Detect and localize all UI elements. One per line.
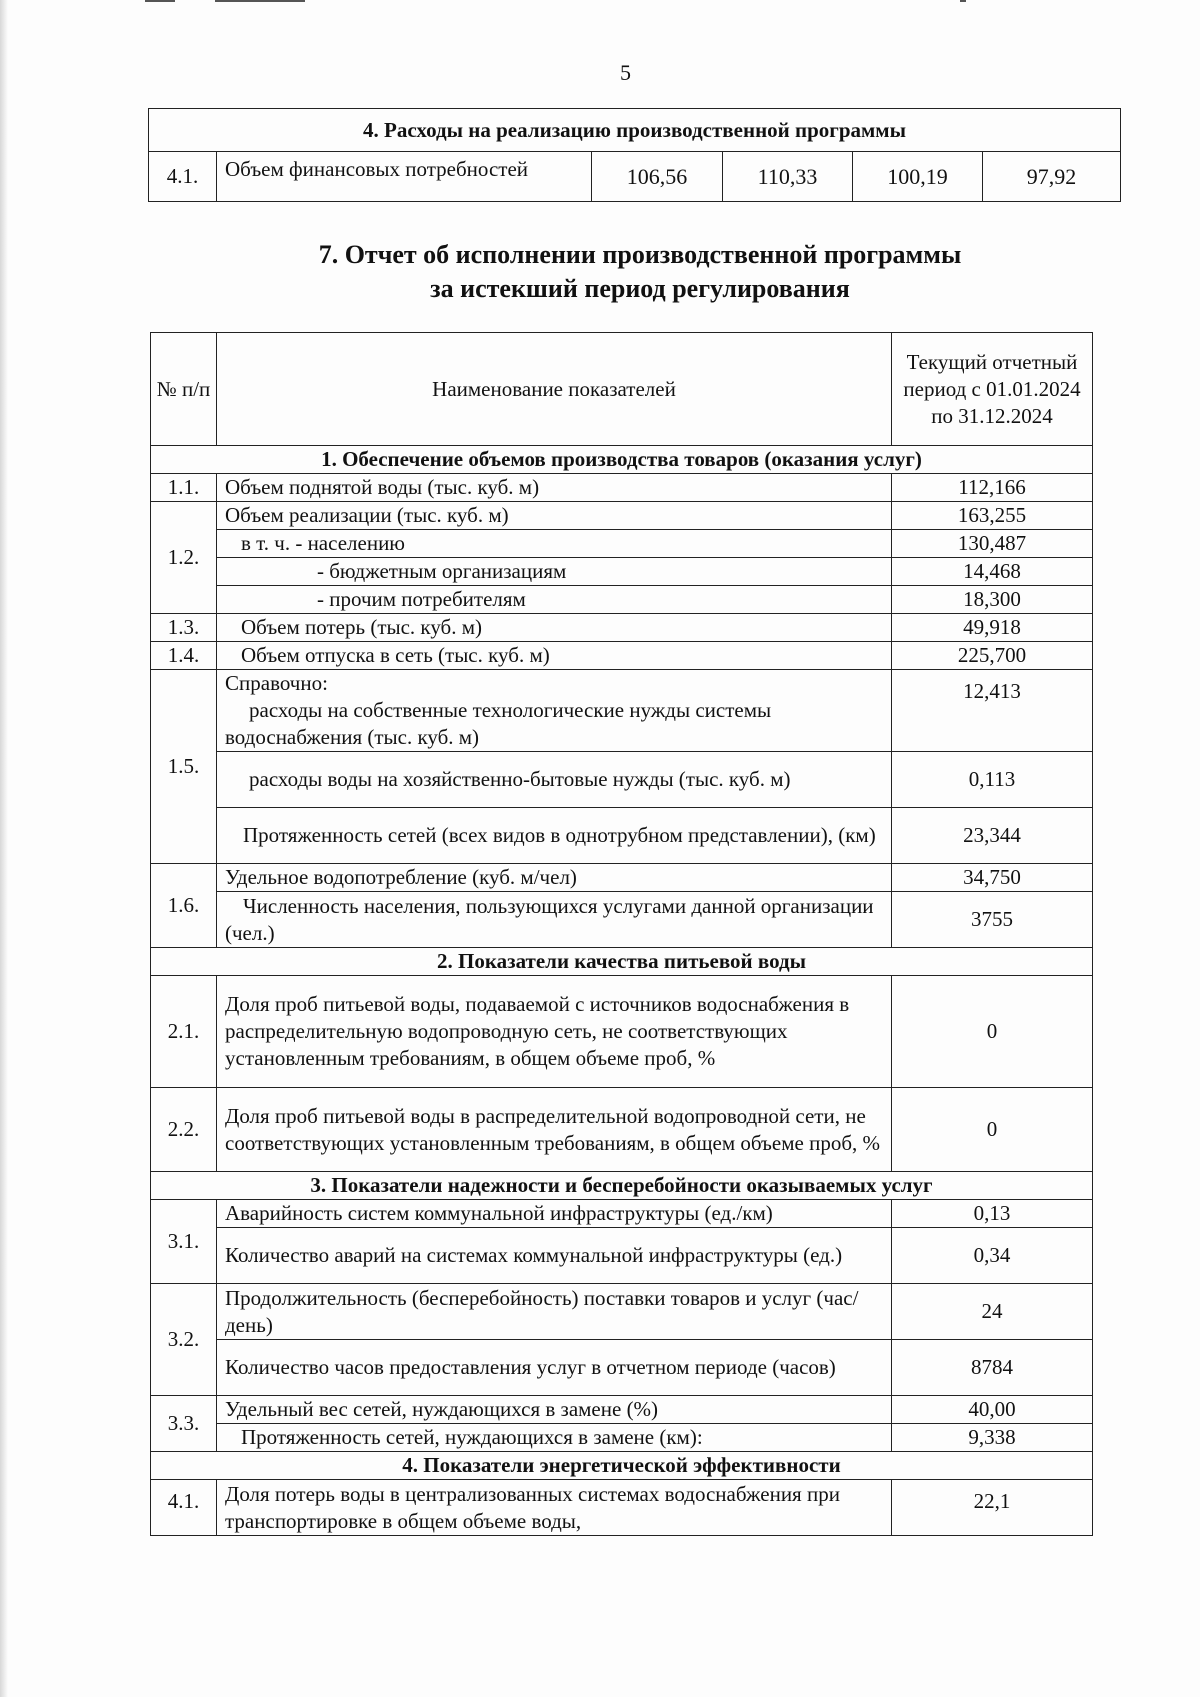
table-row [151,1452,1093,1480]
value-cell: 24 [892,1284,1093,1340]
header-name: Наименование показателей [217,333,892,446]
row-number: 3.1. [151,1200,217,1284]
row-label: Объем поднятой воды (тыс. куб. м) [217,474,892,502]
value-cell: 0,34 [892,1228,1093,1284]
row-number: 2.1. [151,976,217,1088]
value-cell: 97,92 [983,152,1121,202]
table-row [149,109,1121,152]
table-header-row [151,333,1093,446]
value-cell: 40,00 [892,1396,1093,1424]
header-num: № п/п [151,333,217,446]
value-cell: 163,255 [892,502,1093,530]
report-title [140,238,1140,306]
row-number: 1.4. [151,642,217,670]
row-label: - прочим потребителям [217,586,892,614]
table-row [151,1284,1093,1340]
row-label: Количество аварий на системах коммунальной инфраструктуры (ед.) [217,1228,892,1284]
row-label: Доля проб питьевой воды, подаваемой с источников водоснабжения в распределительную водопроводную сеть, не соответствующих установленным требованиям, в общем объеме проб, % [217,976,892,1088]
table-row [151,670,1093,752]
row-label: Объем финансовых потребностей [217,152,592,202]
row-label: - бюджетным организациям [217,558,892,586]
table-row [151,502,1093,530]
table-row [151,474,1093,502]
section-header: 2. Показатели качества питьевой воды [151,948,1093,976]
row-label: Протяженность сетей, нуждающихся в замене (км): [217,1424,892,1452]
value-cell: 110,33 [723,152,853,202]
financial-needs-table [148,108,1121,202]
value-cell: 9,338 [892,1424,1093,1452]
report-title-line: за истекший период регулирования [430,274,850,303]
table-row [151,1200,1093,1228]
table-row [151,1228,1093,1284]
row-label: расходы воды на хозяйственно-бытовые нужды (тыс. куб. м) [217,752,892,808]
row-number: 4.1. [151,1480,217,1536]
table-row [151,1396,1093,1424]
value-cell: 49,918 [892,614,1093,642]
row-number: 2.2. [151,1088,217,1172]
row-label: Протяженность сетей (всех видов в однотрубном представлении), (км) [217,808,892,864]
report-table [150,332,1093,1536]
table-row [151,948,1093,976]
section-header: 1. Обеспечение объемов производства товаров (оказания услуг) [151,446,1093,474]
table-row [151,976,1093,1088]
table-row [151,1480,1093,1536]
table-row [151,1172,1093,1200]
row-number: 3.3. [151,1396,217,1452]
row-label: Продолжительность (бесперебойность) поставки товаров и услуг (час/день) [217,1284,892,1340]
row-label: в т. ч. - населению [217,530,892,558]
row-label: Численность населения, пользующихся услугами данной организации (чел.) [217,892,892,948]
value-cell: 3755 [892,892,1093,948]
section-header: 4. Показатели энергетической эффективности [151,1452,1093,1480]
row-label [217,670,892,752]
value-cell: 225,700 [892,642,1093,670]
section-header: 4. Расходы на реализацию производственной программы [149,109,1121,152]
value-cell: 0,13 [892,1200,1093,1228]
row-label-text: расходы на собственные технологические нужды системы водоснабжения (тыс. куб. м) [225,698,772,749]
table-row [151,892,1093,948]
table-row [151,752,1093,808]
value-cell: 130,487 [892,530,1093,558]
value-cell: 112,166 [892,474,1093,502]
row-label: Объем отпуска в сеть (тыс. куб. м) [217,642,892,670]
row-label: Доля потерь воды в централизованных системах водоснабжения при транспортировке в общем объеме воды, [217,1480,892,1536]
table-row [151,642,1093,670]
table-row [151,558,1093,586]
table-row [151,1088,1093,1172]
row-label: Объем реализации (тыс. куб. м) [217,502,892,530]
value-cell: 18,300 [892,586,1093,614]
report-title-line: 7. Отчет об исполнении производственной программы [318,240,962,269]
table-row [151,446,1093,474]
row-number: 1.2. [151,502,217,614]
table-row [151,586,1093,614]
table-row [151,530,1093,558]
table-row [151,614,1093,642]
reference-note: Справочно: [225,671,328,695]
value-cell: 8784 [892,1340,1093,1396]
row-number: 1.5. [151,670,217,864]
row-number: 1.6. [151,864,217,948]
table-row [151,808,1093,864]
row-label: Количество часов предоставления услуг в отчетном периоде (часов) [217,1340,892,1396]
value-cell: 0,113 [892,752,1093,808]
value-cell: 0 [892,1088,1093,1172]
table-row [151,864,1093,892]
header-period: Текущий отчетный период с 01.01.2024 по 31.12.2024 [892,333,1093,446]
page-number: 5 [620,60,631,85]
row-label: Аварийность систем коммунальной инфраструктуры (ед./км) [217,1200,892,1228]
value-cell: 14,468 [892,558,1093,586]
value-cell: 106,56 [592,152,723,202]
row-label: Удельный вес сетей, нуждающихся в замене (%) [217,1396,892,1424]
value-cell: 22,1 [892,1480,1093,1536]
table-row [151,1424,1093,1452]
scan-top-mark [215,0,305,2]
scan-top-mark [145,0,175,2]
row-number: 4.1. [149,152,217,202]
row-number: 1.1. [151,474,217,502]
row-number: 1.3. [151,614,217,642]
value-cell: 23,344 [892,808,1093,864]
value-cell: 12,413 [892,670,1093,752]
value-cell: 34,750 [892,864,1093,892]
section-header: 3. Показатели надежности и бесперебойности оказываемых услуг [151,1172,1093,1200]
scan-edge-shadow [0,0,8,1697]
value-cell: 100,19 [853,152,983,202]
row-label: Удельное водопотребление (куб. м/чел) [217,864,892,892]
table-row [149,152,1121,202]
row-number: 3.2. [151,1284,217,1396]
value-cell: 0 [892,976,1093,1088]
row-label: Доля проб питьевой воды в распределительной водопроводной сети, не соответствующих установленным требованиям, в общем объеме проб, % [217,1088,892,1172]
scan-top-mark [960,0,966,2]
table-row [151,1340,1093,1396]
row-label: Объем потерь (тыс. куб. м) [217,614,892,642]
